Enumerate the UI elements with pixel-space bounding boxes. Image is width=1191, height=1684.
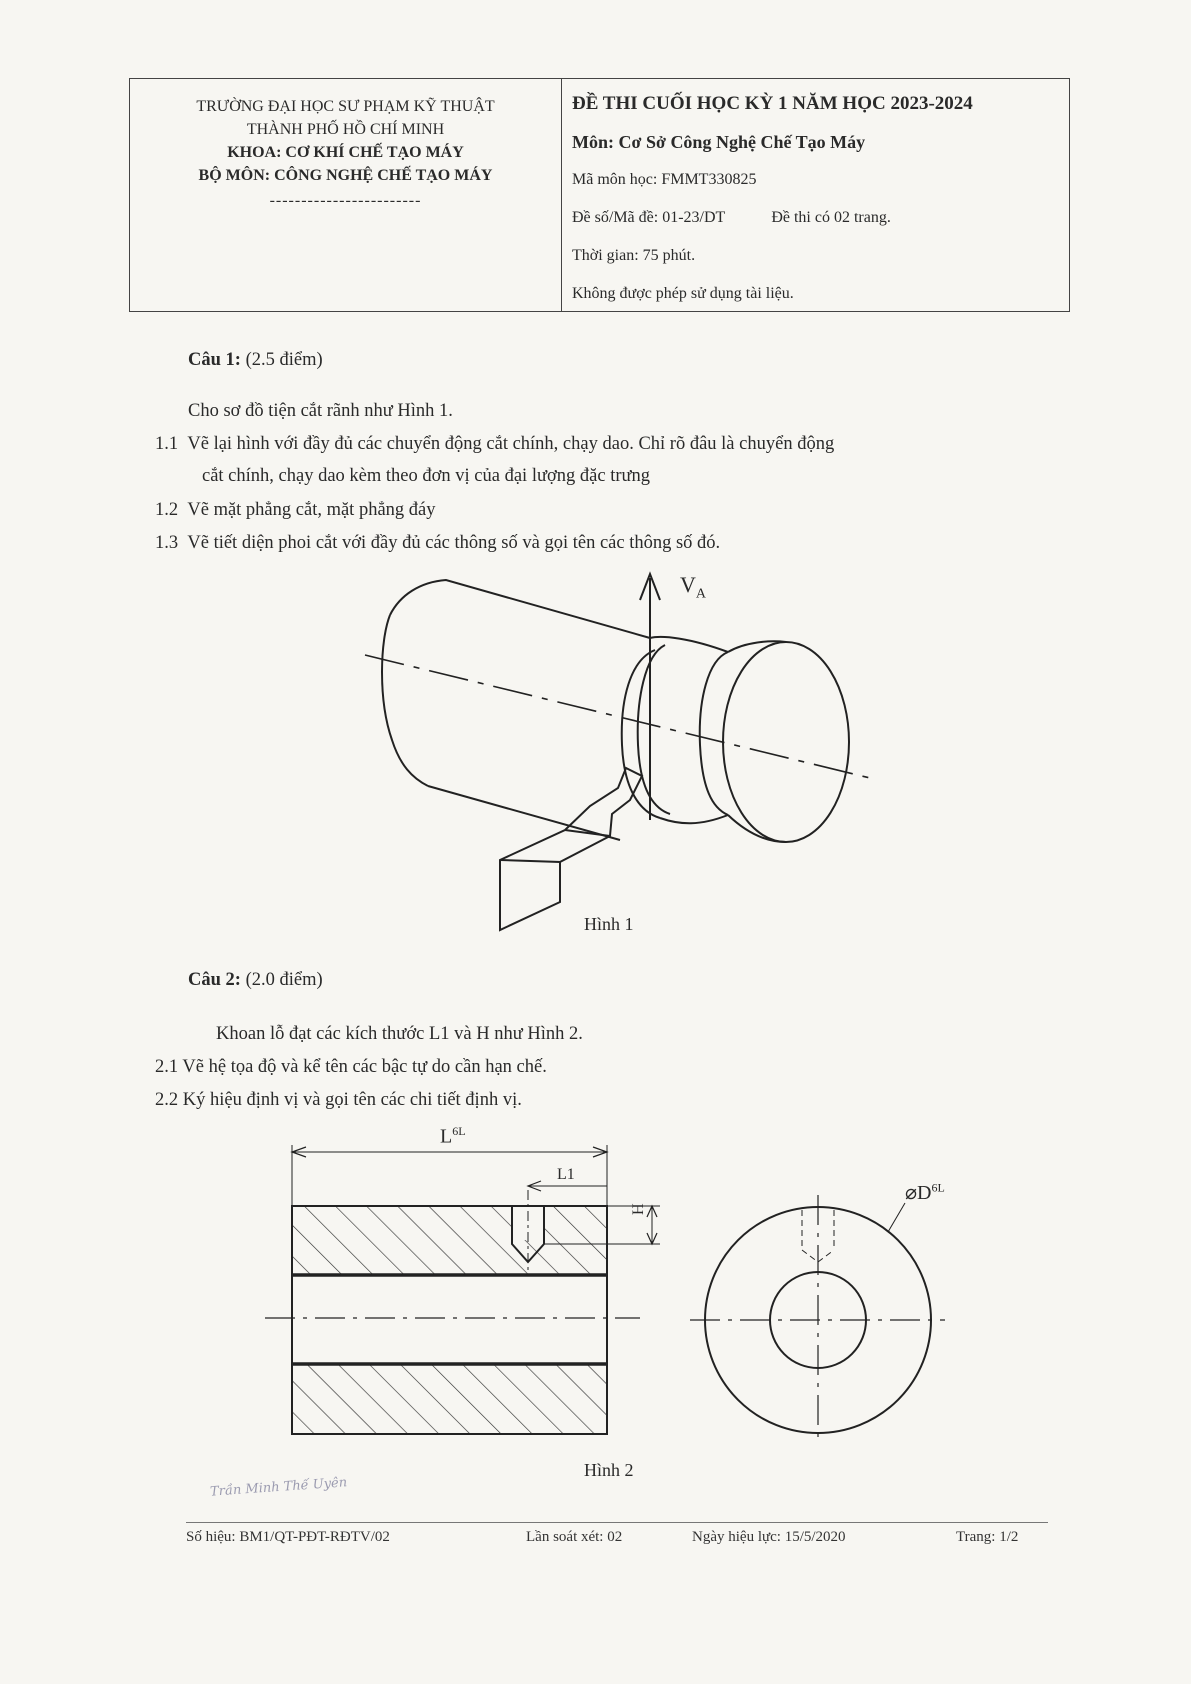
page-count: Đề thi có 02 trang. (771, 209, 891, 226)
duration: Thời gian: 75 phút. (572, 247, 696, 264)
item-number: 1.2 (155, 500, 179, 520)
question1-points: (2.5 điểm) (245, 350, 323, 370)
question1-intro: Cho sơ đồ tiện cắt rãnh như Hình 1. (188, 401, 453, 421)
dimension-L (440, 1124, 466, 1149)
university-line2: THÀNH PHỐ HỒ CHÍ MINH (246, 121, 445, 138)
figure-1-caption: Hình 1 (584, 914, 634, 934)
revision: Lần soát xét: 02 (526, 1529, 623, 1545)
institution-block (130, 79, 562, 311)
signature: Trần Minh Thế Uyên (209, 1475, 348, 1500)
question1-label: Câu 1: (188, 350, 241, 370)
exam-header-table (129, 78, 1070, 312)
item-number: 1.1 (155, 434, 179, 454)
effective-date: Ngày hiệu lực: 15/5/2020 (692, 1529, 846, 1545)
question1-item-1-2 (155, 500, 436, 521)
velocity-label (680, 572, 706, 602)
question1-item-1-1-cont: cắt chính, chạy dao kèm theo đơn vị của đại lượng đặc trưng (202, 466, 651, 486)
dimension-L1: L1 (557, 1166, 575, 1183)
question2-intro: Khoan lỗ đạt các kích thước L1 và H như Hình 2. (216, 1024, 583, 1044)
divider: ------------------------ (269, 192, 422, 209)
question2-item-2-1: 2.1 Vẽ hệ tọa độ và kể tên các bậc tự do cần hạn chế. (155, 1057, 547, 1077)
item-text: Vẽ tiết diện phoi cắt với đầy đủ các thông số và gọi tên các thông số đó. (187, 533, 721, 553)
question1-item-1-3 (155, 533, 720, 554)
question2-heading (188, 970, 323, 991)
velocity-subscript: A (695, 586, 707, 602)
page-number: Trang: 1/2 (956, 1529, 1019, 1545)
dimension-D-tolerance: 6L (931, 1180, 945, 1195)
item-number: 1.3 (155, 533, 179, 553)
form-code: Số hiệu: BM1/QT-PĐT-RĐTV/02 (186, 1529, 390, 1545)
item-text: Vẽ lại hình với đầy đủ các chuyển động cắt chính, chạy dao. Chỉ rõ đâu là chuyển động (187, 434, 835, 454)
university-line1: TRƯỜNG ĐẠI HỌC SƯ PHẠM KỸ THUẬT (196, 98, 495, 115)
exam-title: ĐỀ THI CUỐI HỌC KỲ 1 NĂM HỌC 2023-2024 (572, 93, 973, 114)
question2-label: Câu 2: (188, 970, 241, 990)
exam-info-block (562, 79, 1069, 311)
question2-item-2-2: 2.2 Ký hiệu định vị và gọi tên các chi tiết định vị. (155, 1090, 522, 1110)
figure-2-caption: Hình 2 (584, 1460, 634, 1480)
dimension-H: H (630, 1203, 647, 1215)
question1-heading (188, 350, 323, 371)
question2-points: (2.0 điểm) (245, 970, 323, 990)
exam-code-row (572, 199, 1069, 237)
question1-item-1-1 (155, 434, 834, 455)
dimension-D-symbol: ⌀D (905, 1182, 932, 1204)
dimension-L-tolerance: 6L (452, 1124, 466, 1138)
department: BỘ MÔN: CÔNG NGHỆ CHẾ TẠO MÁY (198, 167, 493, 184)
page-footer (186, 1522, 1048, 1545)
subject: Môn: Cơ Sở Công Nghệ Chế Tạo Máy (572, 132, 866, 152)
dimension-D (905, 1180, 945, 1205)
course-code: Mã môn học: FMMT330825 (572, 171, 757, 188)
dimension-L-symbol: L (440, 1125, 453, 1148)
materials-rule: Không được phép sử dụng tài liệu. (572, 285, 794, 302)
velocity-symbol: V (680, 572, 696, 597)
item-text: Vẽ mặt phẳng cắt, mặt phẳng đáy (187, 500, 436, 520)
exam-code: Đề số/Mã đề: 01-23/DT (572, 209, 726, 226)
faculty: KHOA: CƠ KHÍ CHẾ TẠO MÁY (227, 144, 464, 161)
